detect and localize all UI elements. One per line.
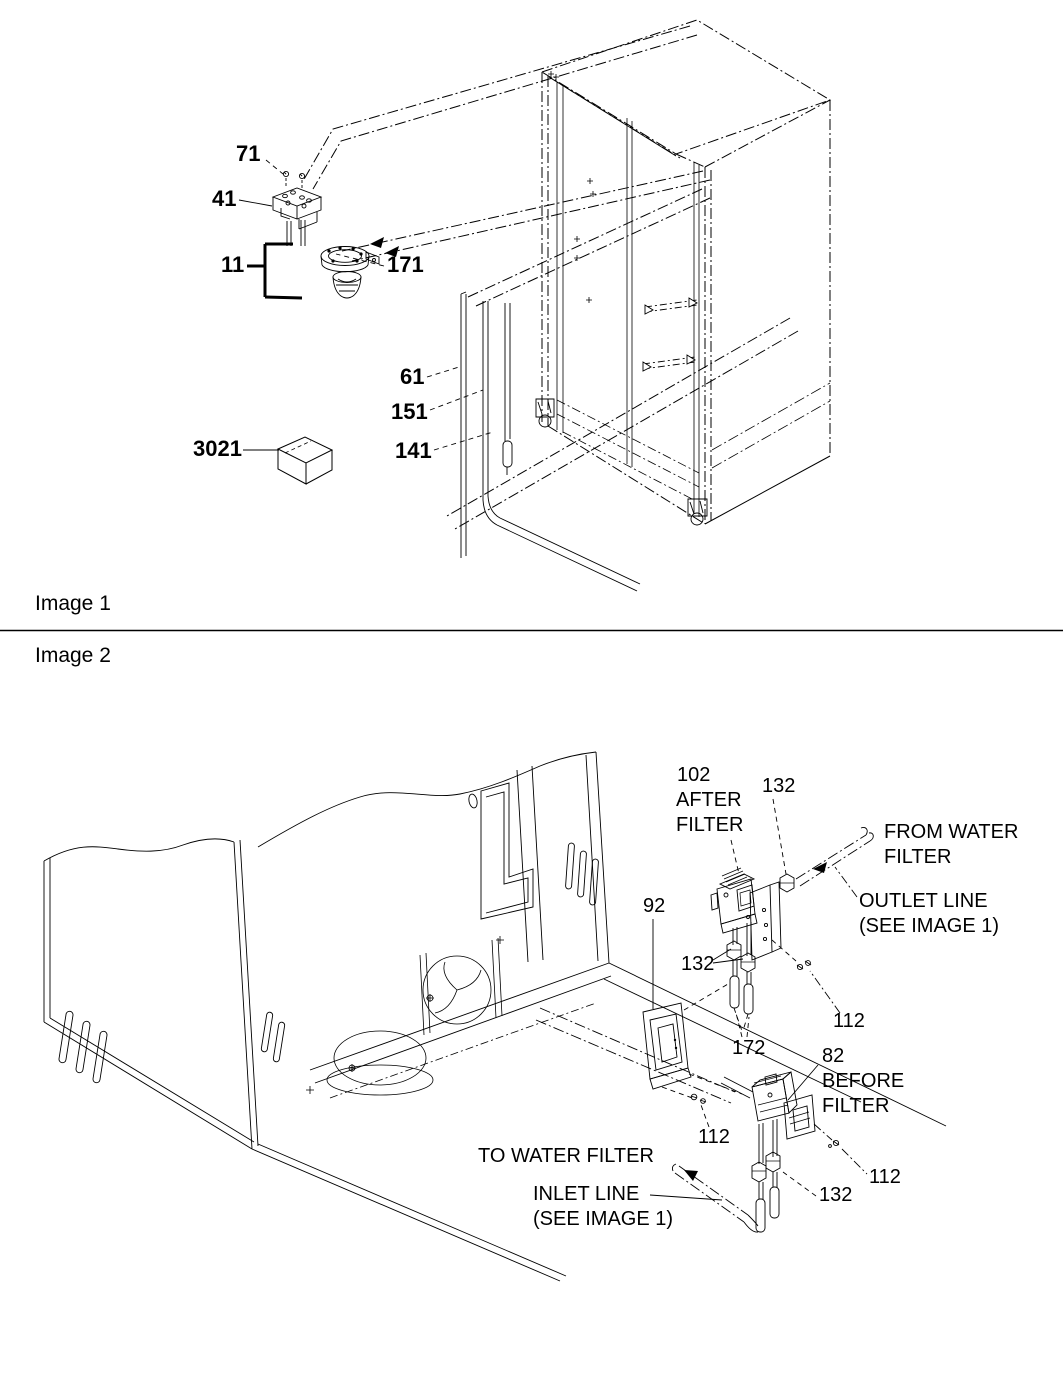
cabinet-bottom-edge [705,456,830,524]
callout-82: 82 [822,1045,845,1067]
callout-112-right: 112 [833,1010,865,1032]
callout-92: 92 [643,895,666,917]
callout-82-line3: FILTER [822,1095,890,1117]
callout-41: 41 [212,186,237,211]
image2-drawing [44,752,946,1281]
screws-71 [283,171,304,188]
callout-151: 151 [391,399,428,424]
part-3021-box [278,437,332,484]
note-from-water-line1: FROM WATER [884,821,1019,843]
image2-leader-lines [650,799,857,1200]
mounting-bracket-41 [273,188,321,229]
cabinet-rollers [536,399,707,525]
image1-leader-lines [239,160,493,450]
drawer-slide-rails [643,298,697,371]
section-label-image2: Image 2 [35,644,111,667]
back-panel-cutout [468,783,533,919]
callout-171: 171 [387,252,424,277]
callout-132-top: 132 [762,775,796,797]
note-inlet-line1: INLET LINE [533,1183,640,1205]
machine-compartment [306,936,596,1098]
note-to-water: TO WATER FILTER [478,1145,654,1167]
callout-61: 61 [400,364,425,389]
refrigerator-cabinet-outline [542,20,830,524]
vent-slots [58,843,598,1083]
callout-141: 141 [395,438,432,463]
callout-11-bracket [247,244,302,298]
callout-102: 102 [677,764,711,786]
section-label-image1: Image 1 [35,592,111,615]
image1-drawing [239,20,830,591]
callout-112-bottom: 112 [869,1166,901,1188]
callout-112-mid: 112 [698,1126,730,1148]
inlet-tube [672,1164,748,1222]
note-inlet-line2: (SEE IMAGE 1) [533,1208,674,1230]
filter-head-assembly [321,246,379,298]
callout-102-line2: AFTER [676,789,742,811]
callout-102-line3: FILTER [676,814,744,836]
water-tube-runs [303,26,798,529]
callout-3021: 3021 [193,436,242,461]
note-outlet-line1: OUTLET LINE [859,890,988,912]
bracket-tube-stubs [287,220,305,246]
screws-112-mid [691,1094,709,1127]
callout-172: 172 [732,1037,766,1059]
cabinet-interior-panels [548,71,699,517]
note-outlet-line2: (SEE IMAGE 1) [859,915,1000,937]
callout-11: 11 [221,252,245,277]
callout-132-bottom: 132 [819,1184,853,1206]
vertical-tubes [461,292,640,591]
callout-82-line2: BEFORE [822,1070,905,1092]
note-from-water-line2: FILTER [884,846,952,868]
image1-labels [193,141,432,463]
cabinet-bottom-view [44,752,611,1281]
callout-132-mid: 132 [681,953,715,975]
callout-71: 71 [236,141,261,166]
